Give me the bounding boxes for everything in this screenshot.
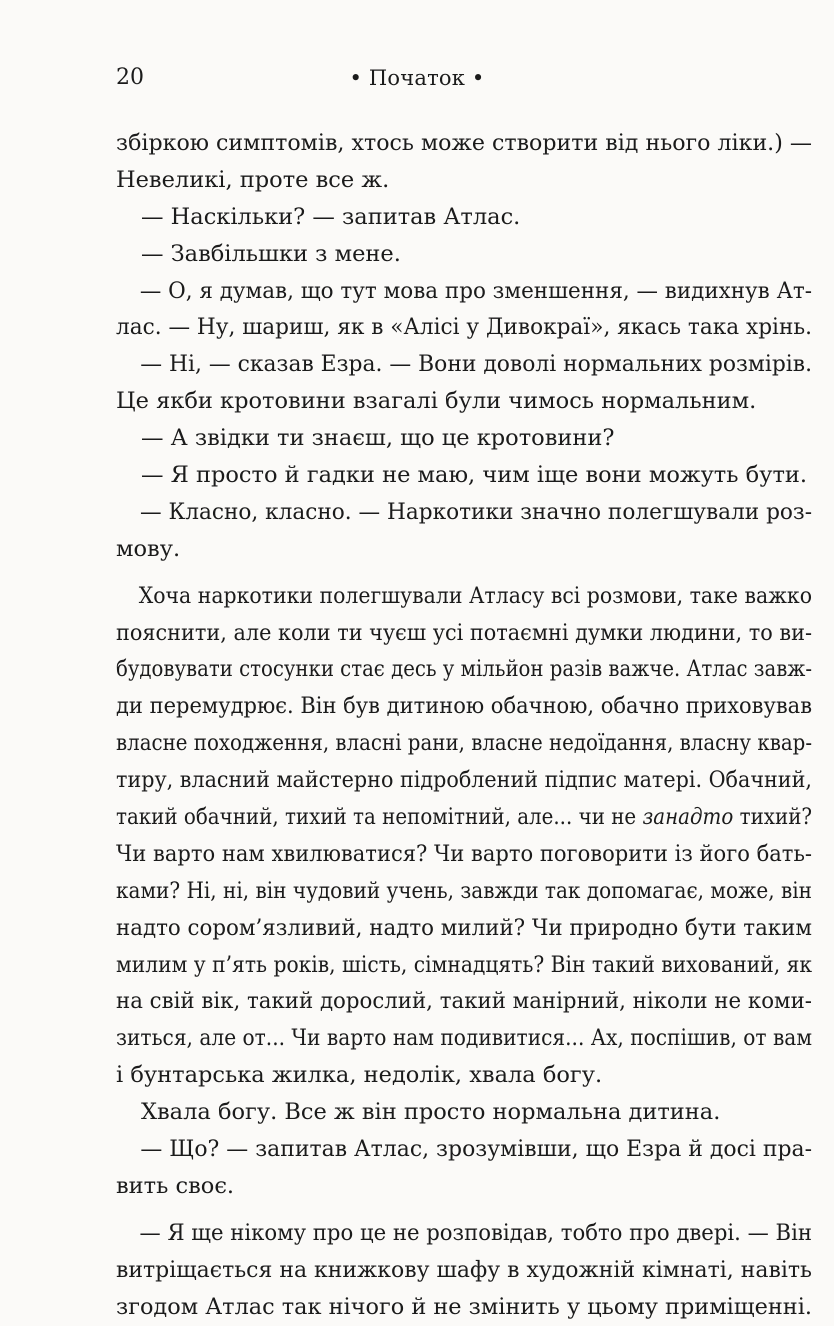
text-line: — Ні, — сказав Езра. — Вони доволі нормальних розмірів. <box>140 351 813 378</box>
emphasis: занадто <box>642 804 734 831</box>
text-line: ди перемудрює. Він був дитиною обачною, обачно приховував <box>116 693 813 720</box>
text-line: і бунтарська жилка, недолік, хвала богу. <box>116 1062 603 1089</box>
text-line: Невеликі, проте все ж. <box>116 166 390 193</box>
text-line: мову. <box>116 535 181 562</box>
text-line: такий обачний, тихий та непомітний, але... чи не занадто тихий? <box>116 804 813 831</box>
text-line: вить своє. <box>116 1172 235 1199</box>
text-line: згодом Атлас так нічого й не змінить у цьому приміщенні. <box>116 1293 813 1320</box>
running-title: • Початок • <box>349 66 485 90</box>
text-line: Це якби кротовини взагалі були чимось нормальним. <box>116 388 757 415</box>
text-line: — О, я думав, що тут мова про зменшення, — видихнув Ат- <box>139 277 812 304</box>
text-line: тиру, власний майстерно підроблений підпис матері. Обачний, <box>116 767 812 794</box>
text-line: Хвала богу. Все ж він просто нормальна дитина. <box>141 1099 721 1126</box>
text-line: надто сором’язливий, надто милий? Чи природно бути таким <box>116 914 812 941</box>
text-line: Чи варто нам хвилюватися? Чи варто поговорити із його бать- <box>116 840 813 867</box>
text-line: — Я ще нікому про це не розповідав, тобто про двері. — Він <box>139 1219 813 1246</box>
text-line: зиться, але от... Чи варто нам подивитися... Ах, поспішив, от вам <box>116 1025 813 1052</box>
page-number: 20 <box>116 65 144 90</box>
text-line: милим у п’ять років, шість, сімнадцять? Він такий вихований, як <box>116 951 813 978</box>
body-text <box>116 125 812 1326</box>
text-line: на свій вік, такий дорослий, такий манірний, ніколи не коми- <box>116 988 812 1015</box>
text-line: ками? Ні, ні, він чудовий учень, завжди так допомагає, може, він <box>116 877 812 904</box>
text-line: пояснити, але коли ти чуєш усі потаємні думки людини, то ви- <box>116 619 812 646</box>
text-line: лас. — Ну, шариш, як в «Алісі у Дивокраї», якась така хрінь. <box>116 314 812 341</box>
text-line: — Завбільшки з мене. <box>141 240 401 267</box>
text-line: будовувати стосунки стає десь у мільйон разів важче. Атлас завж- <box>116 656 813 683</box>
text-line: Хоча наркотики полегшували Атласу всі розмови, таке важко <box>138 582 813 609</box>
text-line: — Я просто й гадки не маю, чим іще вони можуть бути. <box>141 462 808 489</box>
text-line: — Наскільки? — запитав Атлас. <box>141 203 521 230</box>
text-line: — А звідки ти знаєш, що це кротовини? <box>141 425 615 452</box>
text-line: власне походження, власні рани, власне недоїдання, власну квар- <box>116 730 813 757</box>
text-line: витріщається на книжкову шафу в художній кімнаті, навіть <box>116 1256 812 1283</box>
text-line: — Що? — запитав Атлас, зрозумівши, що Езра й досі пра- <box>140 1136 813 1163</box>
text-line: — Класно, класно. — Наркотики значно полегшували роз- <box>140 498 813 525</box>
text-line: збіркою симптомів, хтось може створити від нього ліки.) — <box>116 130 813 156</box>
